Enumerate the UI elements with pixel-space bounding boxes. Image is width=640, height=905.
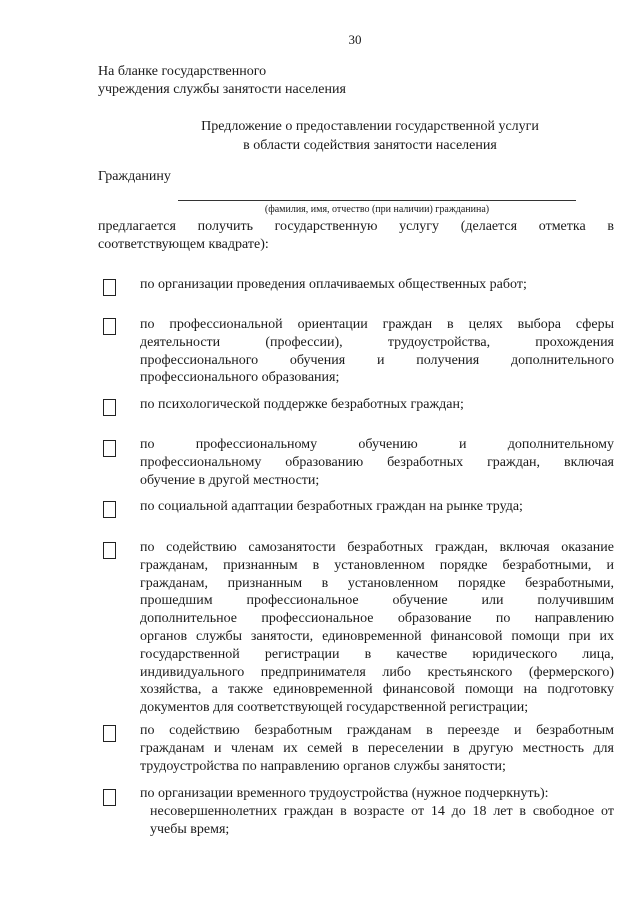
option-line: государственной регистрации в качестве юридического лица, — [140, 646, 614, 662]
intro-text — [98, 218, 614, 254]
option-temporary-employment — [140, 785, 614, 803]
option-line: профессиональному образованию безработных граждан, включая — [140, 454, 614, 470]
option-psychological-support — [140, 396, 614, 414]
option-line: по социальной адаптации безработных граждан на рынке труда; — [140, 499, 523, 514]
option-line: по содействию самозанятости безработных граждан, включая оказание — [140, 540, 614, 555]
intro-line-1: предлагается получить государственную услугу (делается отметка в — [98, 219, 614, 234]
option-line: индивидуального предпринимателя либо крестьянского (фермерского) — [140, 664, 614, 680]
option-line: по содействию безработным гражданам в переезде и безработным — [140, 723, 614, 738]
checkbox-vocational-training[interactable] — [103, 440, 116, 457]
option-line: дополнительное профессиональное образование по направлению — [140, 611, 614, 627]
option-vocational-training — [140, 436, 614, 489]
option-line: по организации временного трудоустройства (нужное подчеркнуть): — [140, 786, 549, 801]
option-line: обучение в другой местности; — [140, 472, 320, 488]
option-line: документов для соответствующей государственной регистрации; — [140, 700, 529, 716]
option-career-guidance — [140, 316, 614, 387]
checkbox-self-employment[interactable] — [103, 542, 116, 559]
stamp-line-1: На бланке государственного — [98, 64, 267, 79]
checkbox-social-adaptation[interactable] — [103, 501, 116, 518]
checkbox-career-guidance[interactable] — [103, 318, 116, 335]
title-line-2: в области содействия занятости населения — [243, 138, 497, 153]
option-line: по психологической поддержке безработных граждан; — [140, 397, 464, 412]
checkbox-psychological-support[interactable] — [103, 399, 116, 416]
option-line: деятельности (профессии), трудоустройства, прохождения — [140, 334, 614, 350]
option-line: прошедшим профессиональное обучение или получившим — [140, 593, 614, 609]
page-number: 30 — [348, 32, 362, 47]
sub-option-minors — [140, 803, 614, 839]
option-line: профессионального обучения и получения дополнительного — [140, 352, 614, 368]
option-line: по профессиональной ориентации граждан в целях выбора сферы — [140, 317, 614, 332]
intro-line-2: соответствующем квадрате): — [98, 237, 269, 252]
option-social-adaptation — [140, 498, 614, 516]
checkbox-relocation[interactable] — [103, 725, 116, 742]
option-line: по организации проведения оплачиваемых общественных работ; — [140, 277, 527, 292]
option-line: гражданам, признанным в установленном порядке безработными, и — [140, 557, 614, 573]
option-line: профессионального образования; — [140, 370, 340, 386]
stamp-line-2: учреждения службы занятости населения — [98, 82, 346, 97]
title-line-1: Предложение о предоставлении государственной услуги — [201, 119, 539, 134]
fio-caption: (фамилия, имя, отчество (при наличии) гражданина) — [264, 204, 490, 215]
checkbox-public-works[interactable] — [103, 279, 116, 296]
option-relocation — [140, 722, 614, 775]
option-public-works — [140, 276, 614, 294]
option-line: органов службы занятости, единовременной финансовой помощи при их — [140, 628, 614, 644]
option-self-employment — [140, 539, 614, 717]
option-line: трудоустройства по направлению органов службы занятости; — [140, 758, 506, 774]
option-line: гражданам, признанным в установленном порядке безработными, — [140, 575, 614, 591]
addressee-label: Гражданину — [98, 169, 171, 184]
option-line: хозяйства, а также единовременной финансовой помощи на подготовку — [140, 682, 614, 698]
sub-option-line: несовершеннолетних граждан в возрасте от 14 до 18 лет в свободное от — [150, 804, 614, 819]
sub-option-line: учебы время; — [150, 821, 230, 837]
option-line: гражданам и членам их семей в переселении в другую местность для — [140, 740, 614, 756]
document-title — [60, 117, 640, 155]
checkbox-temporary-employment[interactable] — [103, 789, 116, 806]
option-line: по профессиональному обучению и дополнительному — [140, 437, 614, 452]
fio-input-line[interactable] — [178, 200, 576, 201]
